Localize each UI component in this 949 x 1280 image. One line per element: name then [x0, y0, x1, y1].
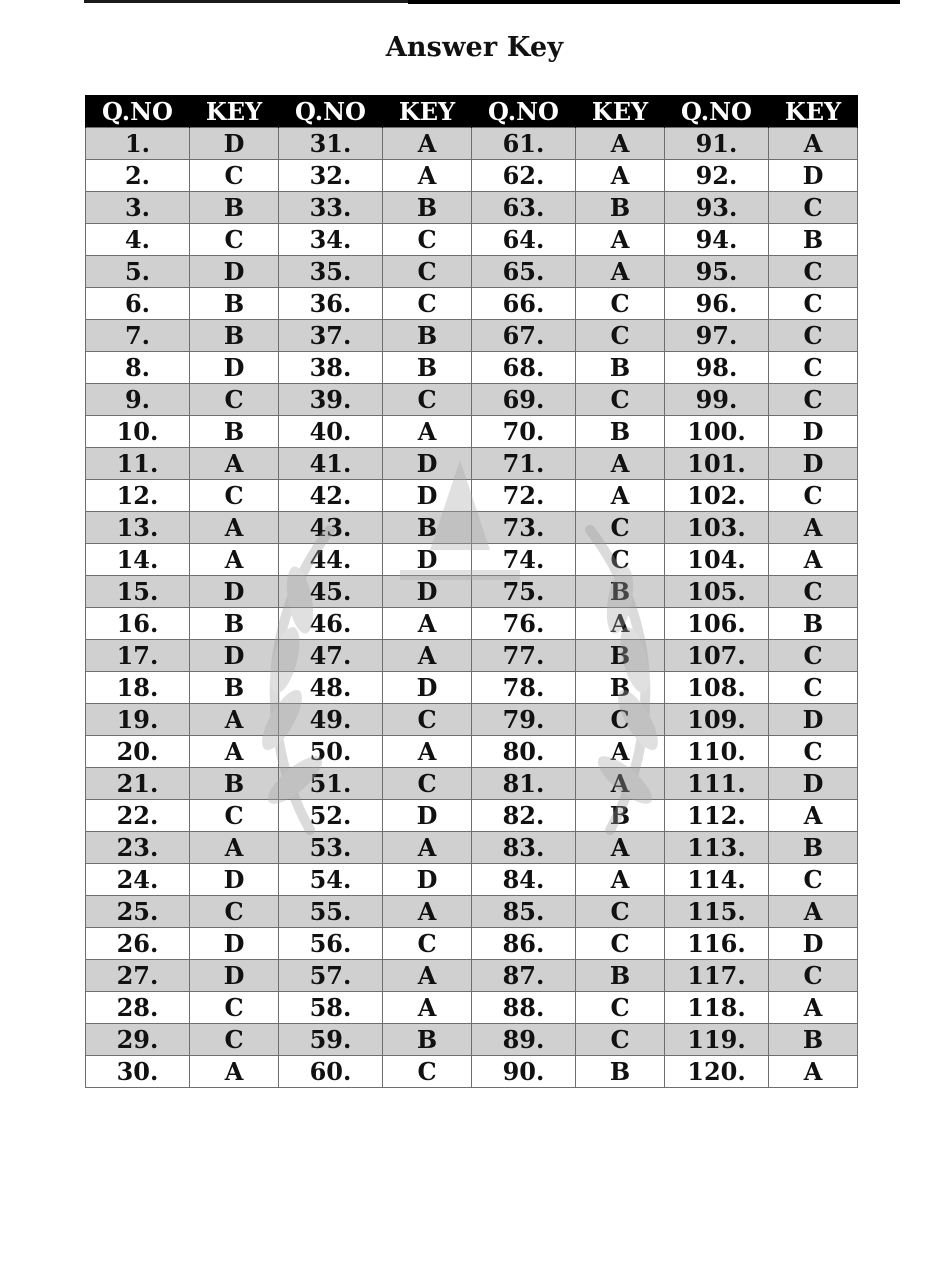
- answer-key-cell: C: [383, 224, 472, 256]
- answer-key-cell: C: [383, 256, 472, 288]
- answer-key-cell: D: [190, 256, 279, 288]
- answer-key-cell: B: [576, 640, 665, 672]
- answer-key-cell: A: [383, 128, 472, 160]
- question-number-cell: 17.: [86, 640, 190, 672]
- answer-key-cell: A: [383, 832, 472, 864]
- question-number-cell: 54.: [279, 864, 383, 896]
- answer-key-cell: A: [769, 544, 858, 576]
- answer-key-cell: C: [576, 896, 665, 928]
- question-number-cell: 31.: [279, 128, 383, 160]
- table-row: [86, 160, 858, 192]
- answer-key-cell: C: [383, 1056, 472, 1088]
- answer-key-cell: A: [576, 224, 665, 256]
- table-row: [86, 672, 858, 704]
- answer-key-cell: A: [769, 512, 858, 544]
- question-number-cell: 98.: [665, 352, 769, 384]
- answer-key-cell: A: [576, 256, 665, 288]
- table-row: [86, 256, 858, 288]
- question-number-cell: 34.: [279, 224, 383, 256]
- table-row: [86, 480, 858, 512]
- header-qno: Q.NO: [86, 95, 190, 128]
- answer-key-cell: C: [190, 992, 279, 1024]
- answer-key-cell: B: [769, 224, 858, 256]
- question-number-cell: 94.: [665, 224, 769, 256]
- question-number-cell: 71.: [472, 448, 576, 480]
- answer-key-cell: A: [190, 512, 279, 544]
- table-row: [86, 448, 858, 480]
- answer-key-cell: C: [576, 512, 665, 544]
- answer-key-cell: D: [383, 800, 472, 832]
- answer-key-cell: C: [383, 928, 472, 960]
- header-qno: Q.NO: [279, 95, 383, 128]
- answer-key-cell: C: [190, 224, 279, 256]
- question-number-cell: 41.: [279, 448, 383, 480]
- answer-key-cell: D: [190, 640, 279, 672]
- answer-key-cell: D: [769, 704, 858, 736]
- header-qno: Q.NO: [665, 95, 769, 128]
- answer-key-cell: C: [769, 288, 858, 320]
- question-number-cell: 99.: [665, 384, 769, 416]
- answer-key-cell: D: [190, 928, 279, 960]
- header-key: KEY: [769, 95, 858, 128]
- question-number-cell: 60.: [279, 1056, 383, 1088]
- question-number-cell: 51.: [279, 768, 383, 800]
- question-number-cell: 84.: [472, 864, 576, 896]
- answer-key-cell: C: [769, 640, 858, 672]
- answer-key-cell: C: [769, 256, 858, 288]
- answer-key-cell: C: [769, 672, 858, 704]
- question-number-cell: 5.: [86, 256, 190, 288]
- answer-key-cell: C: [769, 576, 858, 608]
- table-row: [86, 640, 858, 672]
- answer-key-cell: A: [769, 896, 858, 928]
- question-number-cell: 36.: [279, 288, 383, 320]
- question-number-cell: 8.: [86, 352, 190, 384]
- answer-key-cell: C: [576, 992, 665, 1024]
- answer-key-cell: C: [383, 704, 472, 736]
- question-number-cell: 74.: [472, 544, 576, 576]
- answer-key-cell: C: [769, 480, 858, 512]
- question-number-cell: 43.: [279, 512, 383, 544]
- answer-key-cell: C: [769, 864, 858, 896]
- question-number-cell: 72.: [472, 480, 576, 512]
- table-row: [86, 320, 858, 352]
- answer-key-cell: B: [769, 608, 858, 640]
- top-rule-thick: [408, 0, 900, 4]
- table-row: [86, 128, 858, 160]
- answer-key-cell: B: [190, 288, 279, 320]
- answer-key-cell: C: [383, 768, 472, 800]
- answer-key-cell: A: [190, 448, 279, 480]
- question-number-cell: 40.: [279, 416, 383, 448]
- question-number-cell: 90.: [472, 1056, 576, 1088]
- question-number-cell: 69.: [472, 384, 576, 416]
- question-number-cell: 92.: [665, 160, 769, 192]
- answer-key-cell: C: [190, 384, 279, 416]
- question-number-cell: 114.: [665, 864, 769, 896]
- question-number-cell: 76.: [472, 608, 576, 640]
- answer-key-cell: A: [190, 704, 279, 736]
- answer-key-cell: C: [576, 288, 665, 320]
- answer-key-cell: C: [190, 480, 279, 512]
- question-number-cell: 89.: [472, 1024, 576, 1056]
- question-number-cell: 44.: [279, 544, 383, 576]
- answer-key-cell: A: [769, 128, 858, 160]
- question-number-cell: 25.: [86, 896, 190, 928]
- answer-key-cell: D: [383, 672, 472, 704]
- answer-key-cell: A: [190, 544, 279, 576]
- answer-key-cell: A: [576, 160, 665, 192]
- question-number-cell: 109.: [665, 704, 769, 736]
- answer-key-cell: A: [383, 992, 472, 1024]
- answer-key-cell: B: [383, 320, 472, 352]
- question-number-cell: 63.: [472, 192, 576, 224]
- question-number-cell: 38.: [279, 352, 383, 384]
- question-number-cell: 119.: [665, 1024, 769, 1056]
- question-number-cell: 101.: [665, 448, 769, 480]
- header-key: KEY: [576, 95, 665, 128]
- question-number-cell: 6.: [86, 288, 190, 320]
- question-number-cell: 28.: [86, 992, 190, 1024]
- answer-key-cell: B: [576, 960, 665, 992]
- question-number-cell: 95.: [665, 256, 769, 288]
- question-number-cell: 68.: [472, 352, 576, 384]
- answer-key-cell: D: [769, 448, 858, 480]
- table-row: [86, 384, 858, 416]
- question-number-cell: 29.: [86, 1024, 190, 1056]
- question-number-cell: 19.: [86, 704, 190, 736]
- answer-key-cell: B: [576, 416, 665, 448]
- answer-key-cell: B: [383, 352, 472, 384]
- answer-key-cell: C: [190, 160, 279, 192]
- answer-key-cell: D: [190, 128, 279, 160]
- question-number-cell: 81.: [472, 768, 576, 800]
- question-number-cell: 87.: [472, 960, 576, 992]
- header-key: KEY: [190, 95, 279, 128]
- question-number-cell: 77.: [472, 640, 576, 672]
- answer-key-cell: A: [576, 736, 665, 768]
- answer-key-cell: A: [576, 480, 665, 512]
- question-number-cell: 48.: [279, 672, 383, 704]
- question-number-cell: 23.: [86, 832, 190, 864]
- answer-key-cell: A: [383, 160, 472, 192]
- question-number-cell: 115.: [665, 896, 769, 928]
- answer-key-cell: A: [576, 608, 665, 640]
- question-number-cell: 15.: [86, 576, 190, 608]
- table-row: [86, 832, 858, 864]
- question-number-cell: 105.: [665, 576, 769, 608]
- question-number-cell: 100.: [665, 416, 769, 448]
- answer-key-cell: B: [576, 576, 665, 608]
- answer-key-cell: C: [576, 320, 665, 352]
- answer-key-cell: A: [383, 896, 472, 928]
- answer-key-cell: A: [769, 1056, 858, 1088]
- answer-key-cell: D: [769, 416, 858, 448]
- answer-key-cell: C: [190, 800, 279, 832]
- question-number-cell: 80.: [472, 736, 576, 768]
- table-row: [86, 800, 858, 832]
- answer-key-table: [85, 95, 858, 1088]
- answer-key-cell: A: [769, 992, 858, 1024]
- answer-key-cell: D: [769, 768, 858, 800]
- answer-key-cell: D: [383, 480, 472, 512]
- question-number-cell: 55.: [279, 896, 383, 928]
- table-row: [86, 1056, 858, 1088]
- question-number-cell: 4.: [86, 224, 190, 256]
- question-number-cell: 107.: [665, 640, 769, 672]
- answer-key-cell: C: [576, 384, 665, 416]
- answer-key-cell: A: [190, 1056, 279, 1088]
- question-number-cell: 16.: [86, 608, 190, 640]
- answer-key-cell: B: [190, 672, 279, 704]
- answer-key-cell: C: [769, 352, 858, 384]
- answer-key-cell: C: [576, 1024, 665, 1056]
- question-number-cell: 2.: [86, 160, 190, 192]
- question-number-cell: 49.: [279, 704, 383, 736]
- question-number-cell: 70.: [472, 416, 576, 448]
- question-number-cell: 39.: [279, 384, 383, 416]
- answer-key-cell: A: [576, 128, 665, 160]
- answer-key-cell: A: [383, 736, 472, 768]
- answer-key-cell: A: [769, 800, 858, 832]
- question-number-cell: 78.: [472, 672, 576, 704]
- answer-key-cell: B: [769, 832, 858, 864]
- question-number-cell: 85.: [472, 896, 576, 928]
- answer-key-cell: A: [576, 768, 665, 800]
- question-number-cell: 88.: [472, 992, 576, 1024]
- table-row: [86, 224, 858, 256]
- table-row: [86, 992, 858, 1024]
- question-number-cell: 33.: [279, 192, 383, 224]
- answer-key-cell: A: [383, 416, 472, 448]
- question-number-cell: 47.: [279, 640, 383, 672]
- answer-key-cell: C: [190, 1024, 279, 1056]
- answer-key-cell: A: [190, 736, 279, 768]
- answer-key-cell: A: [576, 832, 665, 864]
- table-row: [86, 768, 858, 800]
- question-number-cell: 65.: [472, 256, 576, 288]
- answer-key-cell: B: [576, 192, 665, 224]
- table-row: [86, 896, 858, 928]
- table-header-row: [86, 95, 858, 128]
- question-number-cell: 83.: [472, 832, 576, 864]
- answer-key-cell: D: [383, 864, 472, 896]
- table-row: [86, 416, 858, 448]
- question-number-cell: 62.: [472, 160, 576, 192]
- question-number-cell: 113.: [665, 832, 769, 864]
- answer-key-cell: C: [769, 736, 858, 768]
- question-number-cell: 42.: [279, 480, 383, 512]
- question-number-cell: 112.: [665, 800, 769, 832]
- question-number-cell: 59.: [279, 1024, 383, 1056]
- question-number-cell: 50.: [279, 736, 383, 768]
- answer-key-cell: B: [769, 1024, 858, 1056]
- answer-key-cell: A: [383, 608, 472, 640]
- answer-key-cell: B: [576, 672, 665, 704]
- answer-key-cell: B: [190, 192, 279, 224]
- question-number-cell: 73.: [472, 512, 576, 544]
- table-body: [86, 128, 858, 1088]
- question-number-cell: 116.: [665, 928, 769, 960]
- answer-key-cell: C: [769, 320, 858, 352]
- question-number-cell: 96.: [665, 288, 769, 320]
- table-row: [86, 608, 858, 640]
- table-row: [86, 352, 858, 384]
- question-number-cell: 103.: [665, 512, 769, 544]
- answer-key-cell: B: [190, 320, 279, 352]
- question-number-cell: 45.: [279, 576, 383, 608]
- header-qno: Q.NO: [472, 95, 576, 128]
- question-number-cell: 117.: [665, 960, 769, 992]
- question-number-cell: 64.: [472, 224, 576, 256]
- answer-key-cell: D: [769, 160, 858, 192]
- question-number-cell: 3.: [86, 192, 190, 224]
- answer-key-cell: A: [383, 640, 472, 672]
- answer-key-cell: D: [190, 576, 279, 608]
- page-title: Answer Key: [385, 32, 564, 63]
- answer-key-cell: B: [190, 416, 279, 448]
- question-number-cell: 46.: [279, 608, 383, 640]
- question-number-cell: 35.: [279, 256, 383, 288]
- question-number-cell: 18.: [86, 672, 190, 704]
- question-number-cell: 14.: [86, 544, 190, 576]
- question-number-cell: 110.: [665, 736, 769, 768]
- question-number-cell: 66.: [472, 288, 576, 320]
- question-number-cell: 9.: [86, 384, 190, 416]
- answer-key-cell: B: [383, 512, 472, 544]
- question-number-cell: 32.: [279, 160, 383, 192]
- question-number-cell: 27.: [86, 960, 190, 992]
- table-row: [86, 544, 858, 576]
- question-number-cell: 106.: [665, 608, 769, 640]
- answer-key-cell: D: [383, 448, 472, 480]
- table-row: [86, 736, 858, 768]
- answer-key-cell: D: [190, 352, 279, 384]
- question-number-cell: 26.: [86, 928, 190, 960]
- answer-key-cell: D: [383, 576, 472, 608]
- answer-key-cell: D: [190, 960, 279, 992]
- answer-key-cell: B: [190, 768, 279, 800]
- question-number-cell: 79.: [472, 704, 576, 736]
- question-number-cell: 102.: [665, 480, 769, 512]
- question-number-cell: 86.: [472, 928, 576, 960]
- question-number-cell: 12.: [86, 480, 190, 512]
- question-number-cell: 58.: [279, 992, 383, 1024]
- answer-key-cell: D: [769, 928, 858, 960]
- answer-key-cell: B: [576, 800, 665, 832]
- question-number-cell: 82.: [472, 800, 576, 832]
- answer-key-cell: B: [383, 1024, 472, 1056]
- question-number-cell: 111.: [665, 768, 769, 800]
- question-number-cell: 104.: [665, 544, 769, 576]
- question-number-cell: 20.: [86, 736, 190, 768]
- answer-key-cell: B: [576, 352, 665, 384]
- answer-key-cell: C: [769, 192, 858, 224]
- question-number-cell: 1.: [86, 128, 190, 160]
- question-number-cell: 61.: [472, 128, 576, 160]
- answer-key-cell: B: [190, 608, 279, 640]
- header-key: KEY: [383, 95, 472, 128]
- answer-key-cell: D: [190, 864, 279, 896]
- table-row: [86, 864, 858, 896]
- question-number-cell: 120.: [665, 1056, 769, 1088]
- table-row: [86, 192, 858, 224]
- question-number-cell: 24.: [86, 864, 190, 896]
- table-row: [86, 288, 858, 320]
- question-number-cell: 11.: [86, 448, 190, 480]
- question-number-cell: 57.: [279, 960, 383, 992]
- table-row: [86, 704, 858, 736]
- question-number-cell: 93.: [665, 192, 769, 224]
- answer-key-cell: D: [383, 544, 472, 576]
- answer-key-cell: C: [576, 544, 665, 576]
- table-row: [86, 960, 858, 992]
- answer-key-cell: A: [576, 448, 665, 480]
- answer-key-cell: C: [383, 288, 472, 320]
- answer-key-cell: C: [769, 384, 858, 416]
- answer-key-cell: A: [383, 960, 472, 992]
- question-number-cell: 118.: [665, 992, 769, 1024]
- question-number-cell: 52.: [279, 800, 383, 832]
- question-number-cell: 97.: [665, 320, 769, 352]
- answer-key-cell: B: [576, 1056, 665, 1088]
- question-number-cell: 56.: [279, 928, 383, 960]
- question-number-cell: 7.: [86, 320, 190, 352]
- answer-key-cell: C: [576, 928, 665, 960]
- table-row: [86, 928, 858, 960]
- answer-key-cell: C: [769, 960, 858, 992]
- answer-key-cell: B: [383, 192, 472, 224]
- question-number-cell: 22.: [86, 800, 190, 832]
- answer-key-cell: C: [576, 704, 665, 736]
- question-number-cell: 108.: [665, 672, 769, 704]
- question-number-cell: 53.: [279, 832, 383, 864]
- answer-key-cell: A: [576, 864, 665, 896]
- table-row: [86, 576, 858, 608]
- question-number-cell: 13.: [86, 512, 190, 544]
- table-row: [86, 512, 858, 544]
- answer-key-cell: A: [190, 832, 279, 864]
- question-number-cell: 75.: [472, 576, 576, 608]
- question-number-cell: 21.: [86, 768, 190, 800]
- question-number-cell: 91.: [665, 128, 769, 160]
- answer-key-cell: C: [190, 896, 279, 928]
- answer-key-cell: C: [383, 384, 472, 416]
- question-number-cell: 67.: [472, 320, 576, 352]
- table-row: [86, 1024, 858, 1056]
- question-number-cell: 10.: [86, 416, 190, 448]
- question-number-cell: 30.: [86, 1056, 190, 1088]
- question-number-cell: 37.: [279, 320, 383, 352]
